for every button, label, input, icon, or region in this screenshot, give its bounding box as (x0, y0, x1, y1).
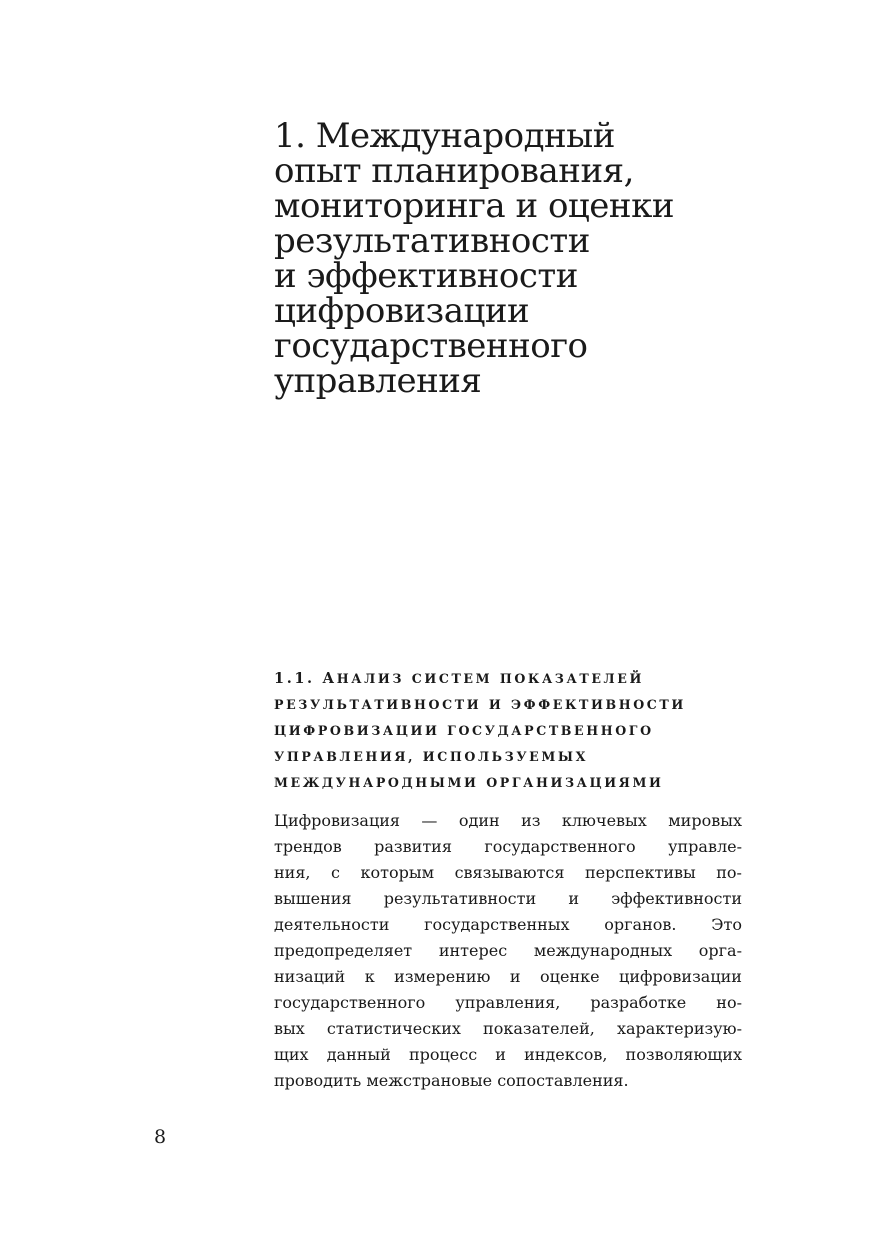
paragraph-line: предопределяет интерес международных орга- (274, 941, 742, 960)
chapter-title-line: управления (274, 361, 482, 401)
chapter-title-line: и эффективности (274, 256, 578, 296)
chapter-title-line: опыт планирования, (274, 151, 634, 191)
section-title-line: РЕЗУЛЬТАТИВНОСТИ И ЭФФЕКТИВНОСТИ (274, 697, 686, 712)
paragraph-line: вых статистических показателей, характеризую- (274, 1019, 742, 1038)
paragraph-line: государственного управления, разработке но- (274, 993, 742, 1012)
paragraph-line: щих данный процесс и индексов, позволяющих (274, 1045, 742, 1064)
section-title (274, 666, 754, 796)
chapter-title-line: результативности (274, 221, 590, 261)
paragraph-line: Цифровизация — один из ключевых мировых (274, 811, 742, 830)
paragraph-line: вышения результативности и эффективности (274, 889, 742, 908)
chapter-title-line: цифровизации (274, 291, 530, 331)
chapter-title-line: мониторинга и оценки (274, 186, 674, 226)
body-paragraph (274, 808, 742, 1094)
chapter-title-line: государственного (274, 326, 588, 366)
paragraph-line: ния, с которым связываются перспективы по- (274, 863, 742, 882)
paragraph-line: трендов развития государственного управле- (274, 837, 742, 856)
section-title-line: УПРАВЛЕНИЯ, ИСПОЛЬЗУЕМЫХ (274, 749, 589, 764)
chapter-title-line: 1. Международный (274, 116, 615, 156)
paragraph-line: низаций к измерению и оценке цифровизации (274, 967, 742, 986)
section-title-line: ЦИФРОВИЗАЦИИ ГОСУДАРСТВЕННОГО (274, 723, 654, 738)
paragraph-line: деятельности государственных органов. Это (274, 915, 742, 934)
section-title-line: 1.1. АНАЛИЗ СИСТЕМ ПОКАЗАТЕЛЕЙ (274, 670, 644, 687)
paragraph-line: проводить межстрановые сопоставления. (274, 1071, 629, 1090)
page-number: 8 (154, 1126, 167, 1148)
chapter-title (274, 116, 714, 401)
section-title-line: МЕЖДУНАРОДНЫМИ ОРГАНИЗАЦИЯМИ (274, 775, 664, 790)
